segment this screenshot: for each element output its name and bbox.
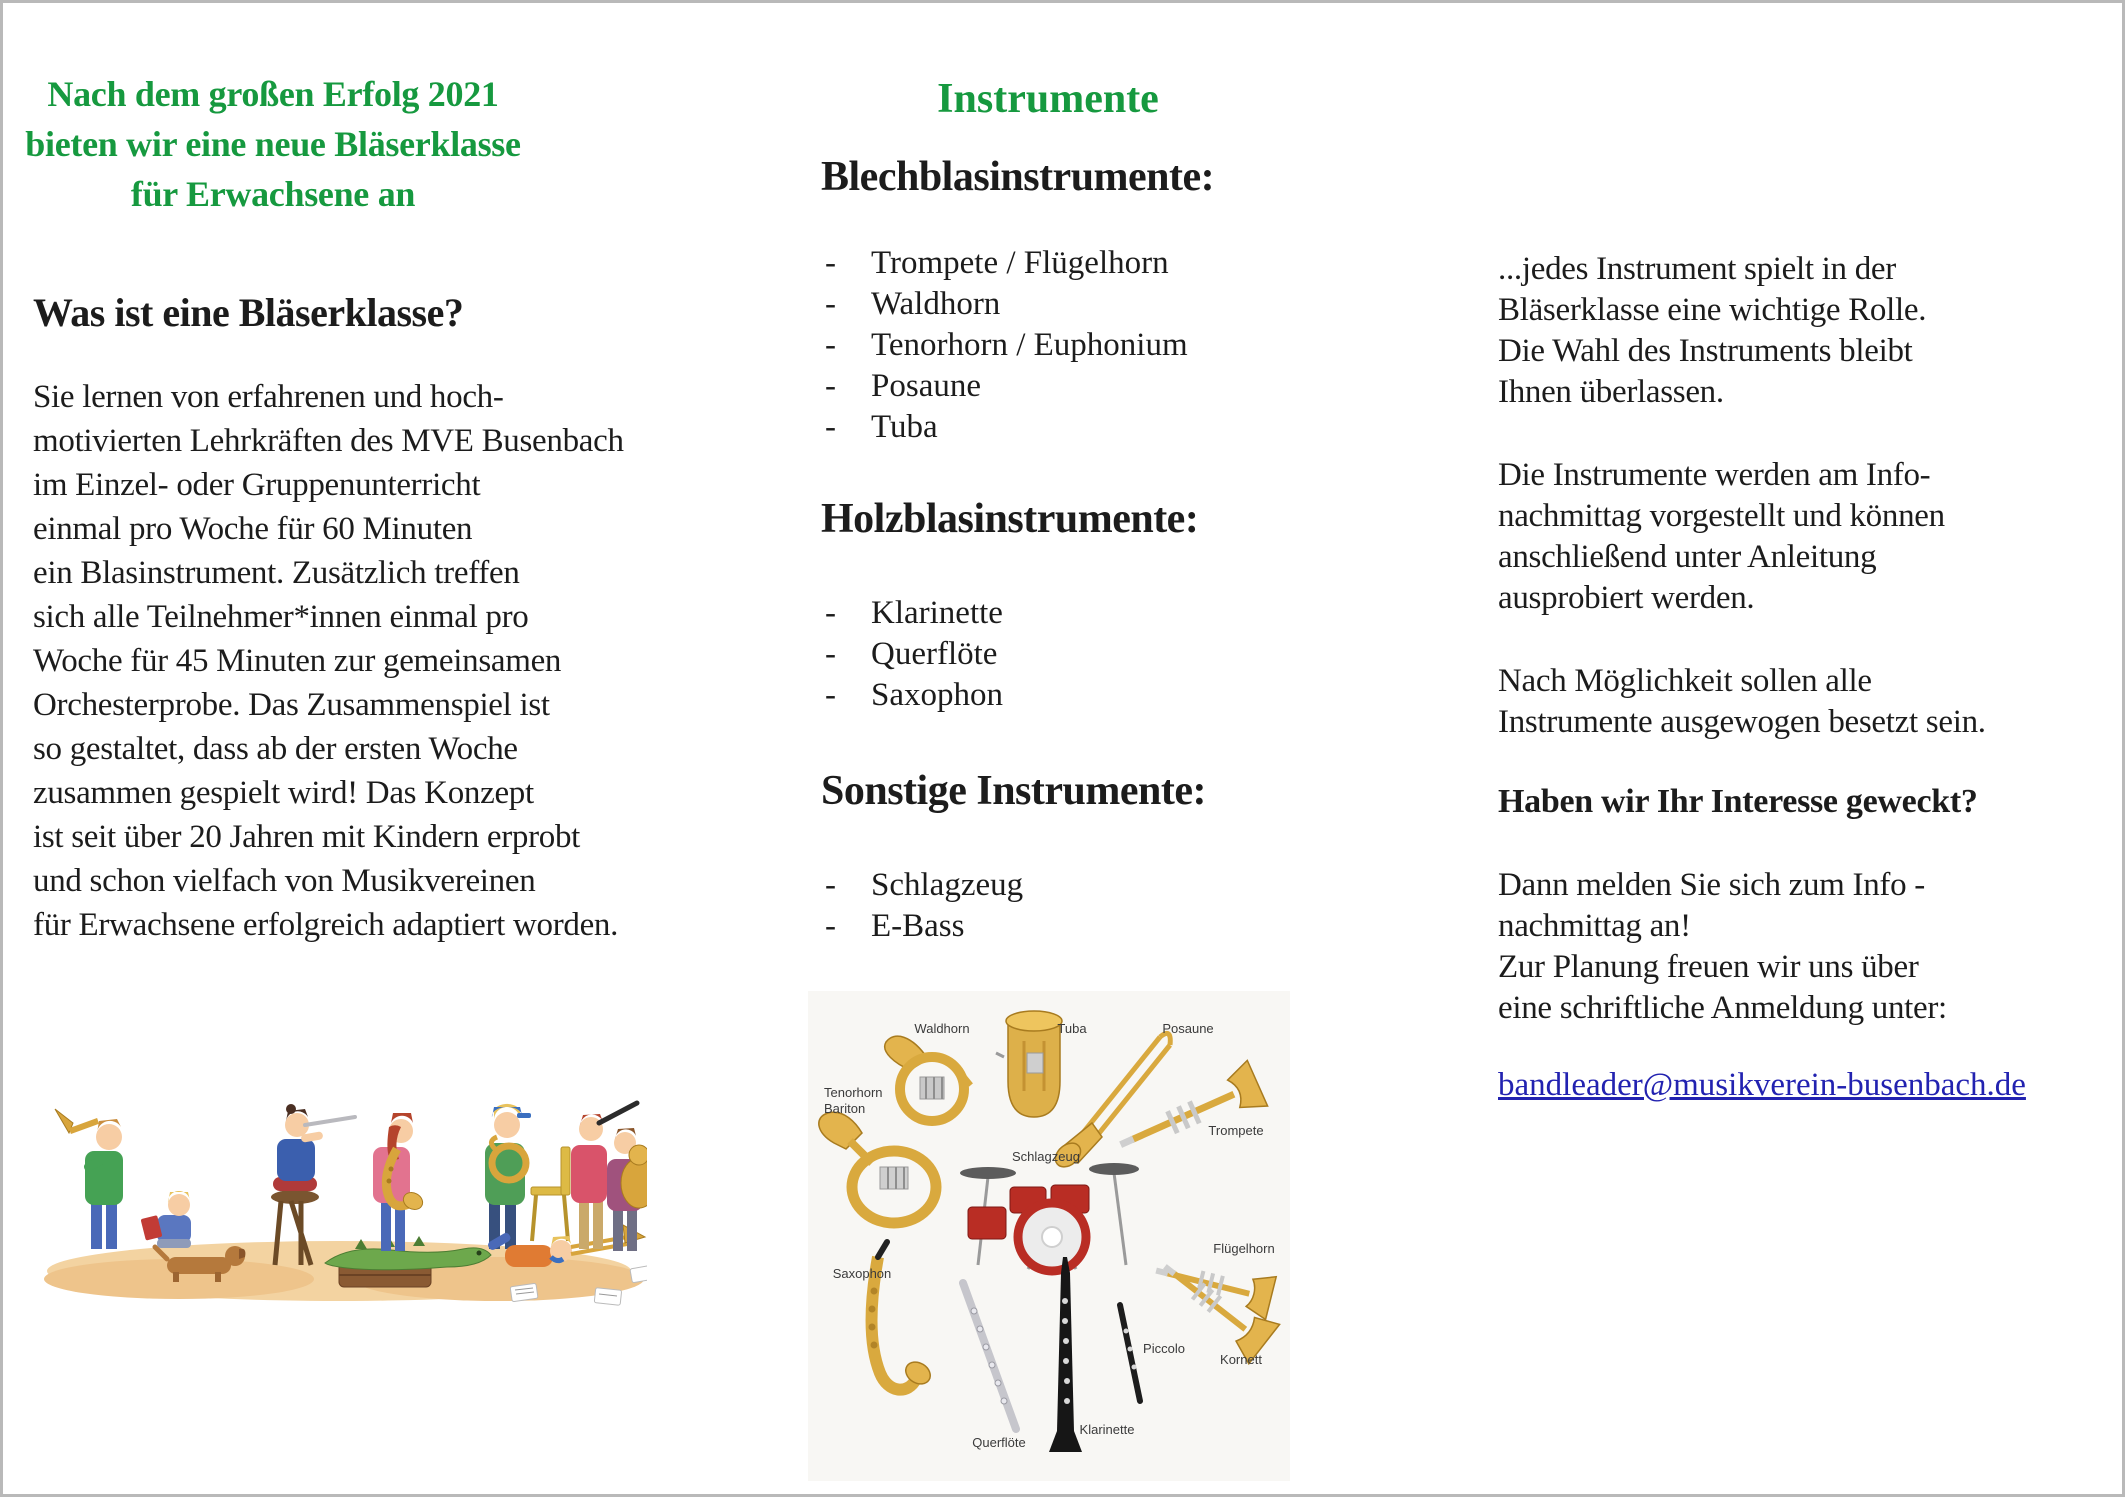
body-line: ...jedes Instrument spielt in der bbox=[1498, 251, 1896, 287]
list-item-label: Tenorhorn / Euphonium bbox=[871, 327, 1188, 363]
piccolo-label: Piccolo bbox=[1143, 1341, 1185, 1356]
kid-saxophonist bbox=[373, 1113, 426, 1251]
bullet-dash: - bbox=[825, 409, 836, 445]
list-item-label: Tuba bbox=[871, 409, 938, 445]
intro-paragraph bbox=[33, 375, 624, 947]
kornett-label: Kornett bbox=[1220, 1352, 1262, 1367]
bullet-dash: - bbox=[825, 867, 836, 903]
body-line: Zur Planung freuen wir uns über bbox=[1498, 949, 1919, 985]
body-line: einmal pro Woche für 60 Minuten bbox=[33, 511, 473, 547]
kid-hornist bbox=[485, 1104, 531, 1249]
querfloete-label: Querflöte bbox=[972, 1435, 1026, 1450]
list-item bbox=[825, 865, 1023, 906]
section-heading-was-ist-blaeserklasse: Was ist eine Bläserklasse? bbox=[33, 290, 464, 335]
body-line: und schon vielfach von Musikvereinen bbox=[33, 863, 536, 899]
kid-tuba-player bbox=[607, 1128, 647, 1251]
fluegelhorn-label: Flügelhorn bbox=[1213, 1241, 1275, 1256]
body-line: Ihnen überlassen. bbox=[1498, 374, 1724, 410]
list-item bbox=[825, 906, 1023, 947]
body-line: nachmittag an! bbox=[1498, 908, 1691, 944]
heading-holzblasinstrumente: Holzblasinstrumente: bbox=[821, 496, 1199, 542]
title-line: Nach dem großen Erfolg 2021 bbox=[47, 74, 499, 114]
list-item-label: Waldhorn bbox=[871, 286, 1001, 322]
body-line: nachmittag vorgestellt und können bbox=[1498, 498, 1945, 534]
contact-email-row bbox=[1498, 1067, 2026, 1104]
klarinette-label: Klarinette bbox=[1079, 1422, 1135, 1437]
kid-flutist-on-stool bbox=[271, 1104, 355, 1265]
body-line: zusammen gespielt wird! Das Konzept bbox=[33, 775, 534, 811]
list-item bbox=[825, 366, 1188, 407]
saxophon-label: Saxophon bbox=[832, 1266, 892, 1281]
body-line: eine schriftliche Anmeldung unter: bbox=[1498, 990, 1947, 1026]
body-line: Woche für 45 Minuten zur gemeinsamen bbox=[33, 643, 562, 679]
schlagzeug-label: Schlagzeug bbox=[1012, 1149, 1080, 1164]
bullet-dash: - bbox=[825, 595, 836, 631]
list-item bbox=[825, 593, 1003, 634]
body-line: motivierten Lehrkräften des MVE Busenbach bbox=[33, 423, 624, 459]
list-item bbox=[825, 325, 1188, 366]
body-line: ein Blasinstrument. Zusätzlich treffen bbox=[33, 555, 520, 591]
bullet-dash: - bbox=[825, 368, 836, 404]
interest-question: Haben wir Ihr Interesse geweckt? bbox=[1498, 783, 1978, 820]
children-orchestra-illustration bbox=[39, 1041, 647, 1309]
list-item-label: Trompete / Flügelhorn bbox=[871, 245, 1169, 281]
brass-list bbox=[825, 243, 1188, 448]
body-line: Dann melden Sie sich zum Info - bbox=[1498, 867, 1925, 903]
title-line: bieten wir eine neue Bläserklasse bbox=[25, 124, 521, 164]
body-line: Instrumente ausgewogen besetzt sein. bbox=[1498, 704, 1986, 740]
list-item-label: Querflöte bbox=[871, 636, 998, 672]
kid-reading bbox=[141, 1191, 191, 1248]
bullet-dash: - bbox=[825, 677, 836, 713]
bullet-dash: - bbox=[825, 245, 836, 281]
list-item-label: E-Bass bbox=[871, 908, 965, 944]
registration-paragraph bbox=[1498, 865, 1947, 1029]
body-line: so gestaltet, dass ab der ersten Woche bbox=[33, 731, 518, 767]
body-line: sich alle Teilnehmer*innen einmal pro bbox=[33, 599, 529, 635]
kid-trumpeter bbox=[55, 1109, 123, 1249]
body-line: im Einzel- oder Gruppenunterricht bbox=[33, 467, 481, 503]
flyer-main-title bbox=[3, 69, 543, 219]
contact-email-link[interactable]: bandleader@musikverein-busenbach.de bbox=[1498, 1067, 2026, 1103]
other-instruments-list bbox=[825, 865, 1023, 947]
body-line: ausprobiert werden. bbox=[1498, 580, 1755, 616]
list-item bbox=[825, 284, 1188, 325]
body-line: Bläserklasse eine wichtige Rolle. bbox=[1498, 292, 1927, 328]
body-line: Nach Möglichkeit sollen alle bbox=[1498, 663, 1872, 699]
list-item bbox=[825, 407, 1188, 448]
instruments-title: Instrumente bbox=[937, 76, 1159, 122]
body-line: Sie lernen von erfahrenen und hoch- bbox=[33, 379, 504, 415]
body-line: Orchesterprobe. Das Zusammenspiel ist bbox=[33, 687, 550, 723]
bullet-dash: - bbox=[825, 636, 836, 672]
balance-paragraph bbox=[1498, 661, 1986, 743]
bariton-label: Bariton bbox=[824, 1101, 866, 1116]
body-line: anschließend unter Anleitung bbox=[1498, 539, 1877, 575]
waldhorn-label: Waldhorn bbox=[914, 1021, 970, 1036]
list-item-label: Klarinette bbox=[871, 595, 1003, 631]
tuba-label: Tuba bbox=[1057, 1021, 1087, 1036]
info-afternoon-paragraph bbox=[1498, 455, 1945, 619]
list-item bbox=[825, 634, 1003, 675]
posaune-label: Posaune bbox=[1162, 1021, 1214, 1036]
body-line: ist seit über 20 Jahren mit Kindern erprobt bbox=[33, 819, 581, 855]
heading-sonstige-instrumente: Sonstige Instrumente: bbox=[821, 768, 1206, 814]
heading-blechblasinstrumente: Blechblasinstrumente: bbox=[821, 154, 1215, 200]
list-item-label: Schlagzeug bbox=[871, 867, 1024, 903]
tenorhorn-label: Tenorhorn bbox=[824, 1085, 883, 1100]
role-paragraph bbox=[1498, 249, 1926, 413]
instruments-diagram bbox=[808, 991, 1290, 1481]
body-line: Die Instrumente werden am Info- bbox=[1498, 457, 1931, 493]
bullet-dash: - bbox=[825, 908, 836, 944]
bullet-dash: - bbox=[825, 286, 836, 322]
bullet-dash: - bbox=[825, 327, 836, 363]
body-line: Die Wahl des Instruments bleibt bbox=[1498, 333, 1913, 369]
woodwind-list bbox=[825, 593, 1003, 716]
list-item-label: Posaune bbox=[871, 368, 981, 404]
list-item bbox=[825, 675, 1003, 716]
list-item bbox=[825, 243, 1188, 284]
list-item-label: Saxophon bbox=[871, 677, 1003, 713]
body-line: für Erwachsene erfolgreich adaptiert worden. bbox=[33, 907, 619, 943]
title-line: für Erwachsene an bbox=[130, 174, 416, 214]
chair bbox=[531, 1147, 570, 1241]
trompete-label: Trompete bbox=[1208, 1123, 1264, 1138]
